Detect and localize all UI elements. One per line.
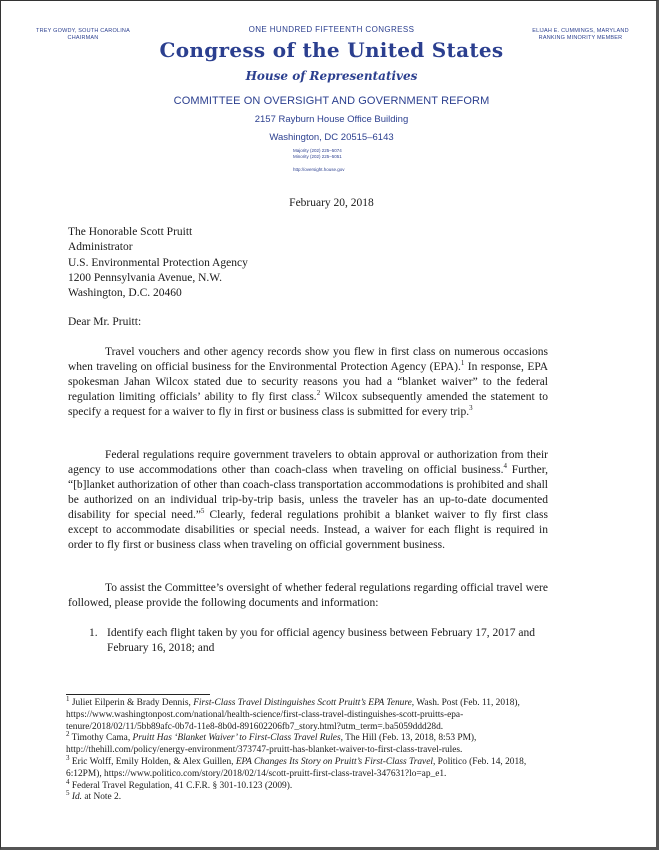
footnote-text: at Note 2. — [82, 792, 122, 803]
addressee-line: U.S. Environmental Protection Agency — [68, 256, 248, 269]
footnote-title: Pruitt Has ‘Blanket Waiver’ to First-Class Travel Rules — [132, 733, 341, 744]
phone-numbers — [293, 148, 393, 160]
footnote-ref[interactable]: 2 — [316, 389, 321, 398]
footnote-divider — [66, 694, 210, 695]
paragraph-2 — [68, 448, 548, 553]
footnote-text: Timothy Cama, — [69, 733, 133, 744]
footnote-number: 3 — [66, 753, 70, 762]
paragraph-text: To assist the Committee’s oversight of whether federal regulations regarding official travel were followed, please provide the following documents and information: — [68, 582, 548, 609]
footnote-title: Id. — [71, 792, 82, 803]
paragraph-text: Clearly, federal regulations prohibit a blanket waiver to fly first class except to accommodate disabilities or special needs. Instead, a waiver for each flight is required in order to fly first or business class when traveling on official government business. — [68, 509, 548, 551]
footnote-ref[interactable]: 5 — [200, 507, 205, 516]
salutation: Dear Mr. Pruitt: — [68, 316, 142, 328]
phone-majority: Majority (202) 225–5074 — [293, 148, 342, 153]
website-link[interactable]: http://oversight.house.gov — [293, 167, 345, 172]
footnote-number: 5 — [66, 789, 70, 798]
letterhead-title: Congress of the United States — [159, 38, 504, 62]
footnote-ref[interactable]: 4 — [503, 462, 507, 471]
footnote-text: Federal Travel Regulation, 41 C.F.R. § 301-10.123 (2009). — [69, 780, 293, 791]
addressee-line: Administrator — [68, 241, 133, 254]
footnote-text[interactable]: , Wash. Post (Feb. 11, 2018), https://www.washingtonpost.com/national/health-science/first-class-travel-distinguishes-scott-pruitts-epa-tenure/2018/02/11/5bb89afc-0b7d-11e8-8b0d-891602206fb7_story.html?utm_term=.ba5059ddd28d. — [66, 698, 520, 732]
addressee-line: The Honorable Scott Pruitt — [68, 226, 193, 238]
footnote-number: 1 — [66, 694, 70, 703]
footnote-number: 2 — [66, 730, 70, 739]
letter-date: February 20, 2018 — [289, 197, 374, 209]
addressee-line: 1200 Pennsylvania Avenue, N.W. — [68, 271, 222, 284]
footnote — [66, 694, 546, 733]
footnotes — [66, 694, 546, 804]
paragraph-text: Wilcox subsequently amended the statement to specify a request for a waiver to fly in first or business class is submitted for every trip. — [68, 391, 548, 418]
footnote — [66, 777, 546, 793]
paragraph-text: Further, “[b]lanket authorization of other than coach-class transportation accommodations is prohibited and shall be authorized on an individual trip-by-trip basis, unless the traveler has an up-to-date documented disability for special need.” — [68, 464, 548, 521]
address-line-1: 2157 Rayburn House Office Building — [254, 114, 409, 125]
footnote-title: First-Class Travel Distinguishes Scott Pruitt’s EPA Tenure — [193, 698, 412, 708]
footnote-title: EPA Changes Its Story on Pruitt’s First-Class Travel — [235, 756, 433, 767]
paragraph-text: Federal regulations require government travelers to obtain approval or authorization from their agency to use accommodations other than coach-class when traveling on official business. — [68, 449, 548, 476]
ranking-name: ELIJAH E. CUMMINGS, MARYLAND — [532, 28, 629, 34]
paragraph-1 — [68, 345, 548, 420]
addressee-line: Washington, D.C. 20460 — [68, 287, 182, 300]
congress-number: ONE HUNDRED FIFTEENTH CONGRESS — [248, 25, 415, 34]
footnote — [66, 753, 546, 781]
phone-minority: Minority (202) 225–5051 — [293, 154, 342, 159]
letterhead-house: House of Representatives — [245, 69, 418, 83]
chairman-title: CHAIRMAN — [67, 35, 99, 41]
footnote-ref[interactable]: 1 — [460, 359, 465, 368]
committee-name: COMMITTEE ON OVERSIGHT AND GOVERNMENT REFORM — [173, 95, 490, 107]
paragraph-text: In response, EPA spokesman Jahan Wilcox stated due to security reasons you had a “blanket waiver” to the federal regulation limiting officials’ ability to fly first class. — [68, 361, 549, 403]
ranking-title: RANKING MINORITY MEMBER — [538, 35, 623, 41]
list-item-text: Identify each flight taken by you for official agency business between February 17, 2017 and February 16, 2018; and — [107, 627, 536, 654]
chairman-name: TREY GOWDY, SOUTH CAROLINA — [36, 28, 130, 34]
address-line-2: Washington, DC 20515–6143 — [269, 132, 394, 143]
footnote-ref[interactable]: 3 — [469, 404, 473, 413]
footnote-text: Juliet Eilperin & Brady Dennis, — [69, 698, 194, 708]
footnote — [66, 789, 546, 804]
footnote-text: Eric Wolff, Emily Holden, & Alex Guillen, — [69, 756, 236, 767]
footnote-text[interactable]: , The Hill (Feb. 13, 2018, 8:53 PM), http://thehill.com/policy/energy-environment/373747-pruitt-has-blanket-waiver-to-first-class-travel-rules. — [66, 733, 477, 756]
addressee-block — [68, 225, 248, 301]
footnote — [66, 730, 546, 757]
paragraph-text: Travel vouchers and other agency records show you flew in first class on numerous occasions when traveling on official business for the Environmental Protection Agency (EPA). — [68, 346, 548, 373]
paragraph-3 — [68, 581, 548, 611]
footnote-text[interactable]: , Politico (Feb. 14, 2018, 6:12PM), https://www.politico.com/story/2018/02/14/scott-pruitt-first-class-travel-347631?lo=ap_e1. — [66, 756, 527, 779]
footnote-number: 4 — [66, 777, 70, 786]
request-list-item — [89, 626, 559, 656]
list-number: 1. — [89, 627, 98, 639]
